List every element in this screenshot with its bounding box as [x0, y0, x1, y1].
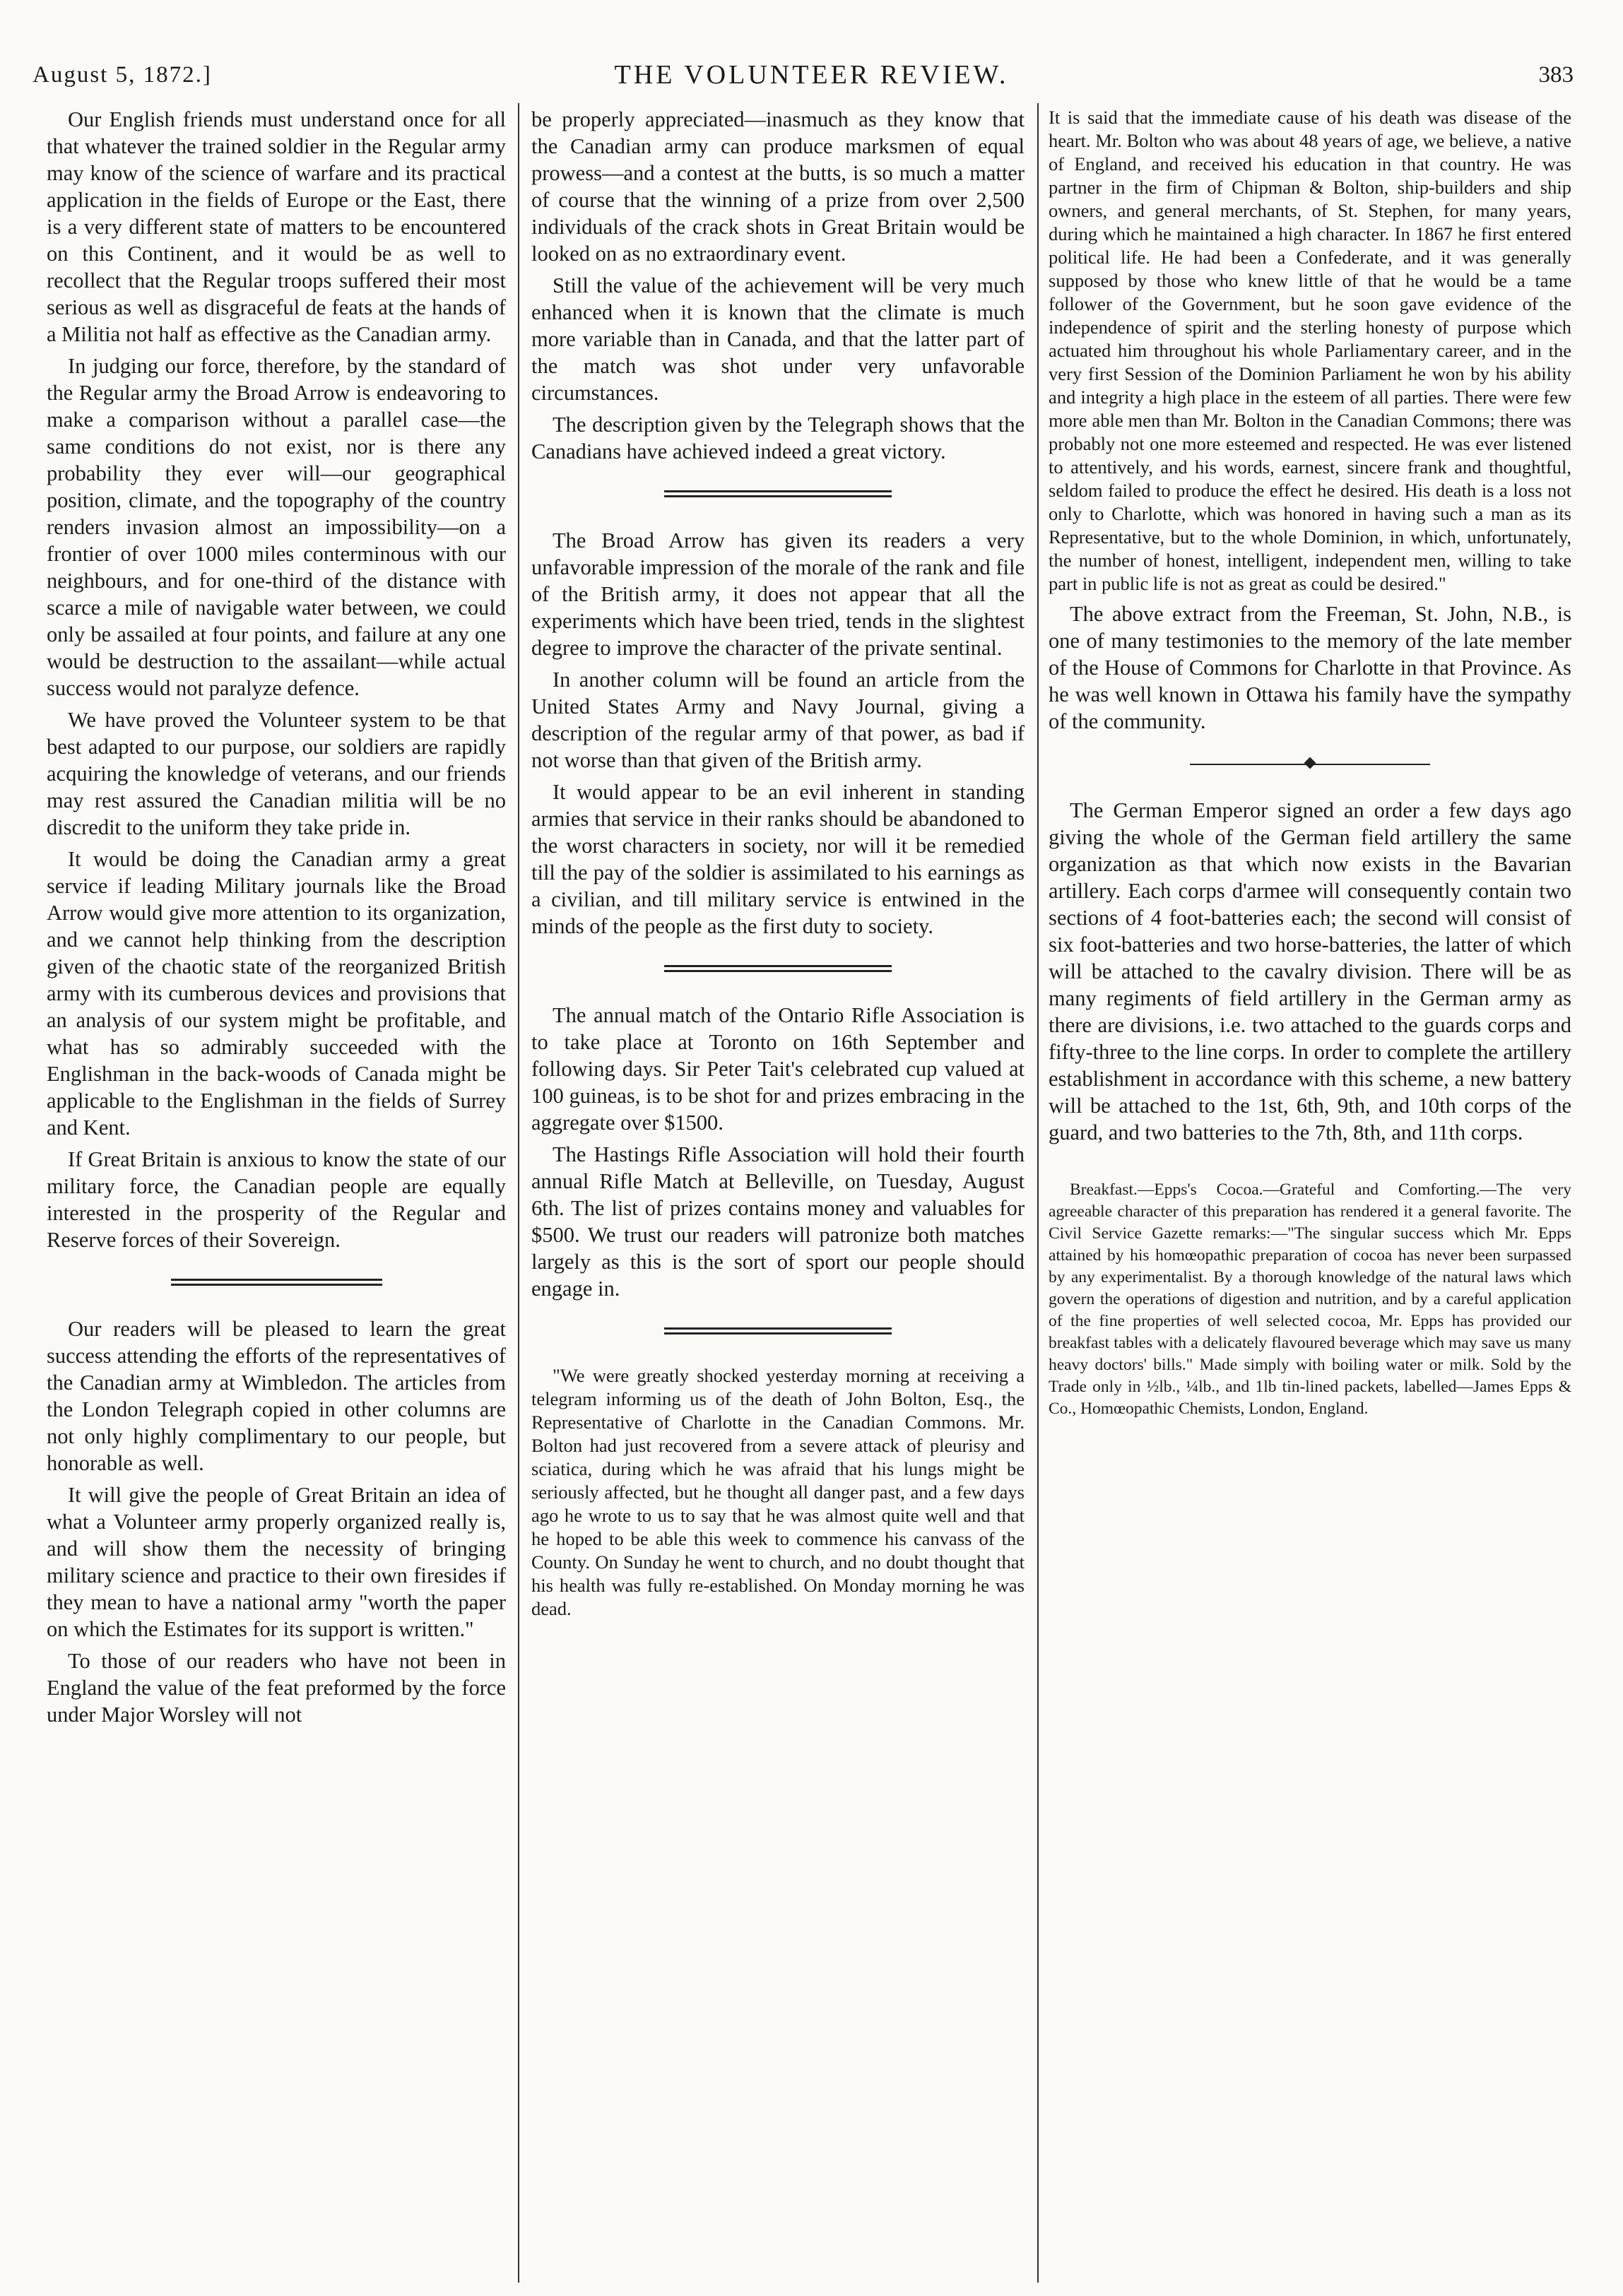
column-3	[1049, 106, 1571, 2282]
paragraph: The description given by the Telegraph shows that the Canadians have achieved indeed a great victory.	[531, 413, 1025, 463]
paragraph: The German Emperor signed an order a few days ago giving the whole of the German field artillery the same organization as that which now exists in the Bavarian artillery. Each corps d'armee will consequently contain two sections of 4 foot-batteries each; the second will consist of six foot-batteries and two horse-batteries, the latter of which will be attached to the cavalry division. There will be as many regiments of field artillery in the German army as there are divisions, i.e. two attached to the guards corps and fifty-three to the line corps. In order to complete the artillery establishment in accordance with this scheme, a new battery will be attached to the 1st, 6th, 9th, and 10th corps of the guard, and two batteries to the 7th, 8th, and 11th corps.	[1049, 798, 1571, 1144]
section-divider	[664, 489, 891, 500]
section-divider	[664, 1326, 891, 1337]
spacer	[1049, 1151, 1571, 1179]
paragraph: The annual match of the Ontario Rifle Association is to take place at Toronto on 16th September and following days. Sir Peter Tait's celebrated cup valued at 100 guineas, is to be shot for and prizes embracing in the aggregate over $1500.	[531, 1003, 1025, 1135]
paragraph: Still the value of the achievement will be very much enhanced when it is known that the climate is much more variable than in Canada, and that the latter part of the match was shot under very unfavorable circumstances.	[531, 273, 1025, 405]
paragraph: In judging our force, therefore, by the standard of the Regular army the Broad Arrow is endeavoring to make a comparison without a parallel case—the same conditions do not exist, nor is there any probability they ever will—our geographical position, climate, and the topography of the country renders invasion almost an impossibility—on a frontier of over 1000 miles conterminous with our neighbours, and for one-third of the distance with scarce a mile of navigable water between, we could only be assailed at four points, and failure at any one would be destruction to the assailant—while actual success would not paralyze defence.	[47, 354, 506, 700]
column-rule-1	[518, 103, 519, 2283]
paragraph: In another column will be found an article from the United States Army and Navy Journal, giving a description of the regular army of that power, as bad if not worse than that given of the British army.	[531, 668, 1025, 772]
paragraph: It is said that the immediate cause of his death was disease of the heart. Mr. Bolton who was about 48 years of age, we believe, a native of England, and received his education in that country. He was partner in the firm of Chipman & Bolton, ship-builders and ship owners, and general merchants, of St. Stephen, for many years, during which he maintained a high character. In 1867 he first entered political life. He had been a Confederate, and it was generally supposed by those who knew little of that he would be a tame follower of the Government, but he soon gave evidence of the independence of spirit and the sterling honesty of purpose which actuated him throughout his whole Parliamentary career, and in the very first Session of the Dominion Parliament he won by his ability and integrity a high place in the esteem of all parties. There were few more able men than Mr. Bolton in the Canadian Commons; there was probably not one more esteemed and respected. He was ever listened to attentively, and his words, earnest, sincere frank and thoughtful, seldom failed to produce the effect he desired. His death is a loss not only to Charlotte, which was honored in having such a man as its Representative, but to the whole Dominion, in which, unfortunately, the number of honest, intelligent, independent men, willing to take part in public life is not as great as could be desired."	[1049, 107, 1571, 594]
section-divider	[1190, 759, 1430, 770]
paragraph: The Hastings Rifle Association will hold their fourth annual Rifle Match at Belleville, on Tuesday, August 6th. The list of prizes contains money and valuables for $500. We trust our readers will patronize both matches largely as this is the sort of sport our people should engage in.	[531, 1142, 1025, 1301]
paragraph: If Great Britain is anxious to know the state of our military force, the Canadian people are equally interested in the prosperity of the Regular and Reserve forces of their Sovereign.	[47, 1147, 506, 1252]
masthead-title: THE VOLUNTEER REVIEW.	[614, 60, 1009, 90]
column-rule-2	[1037, 103, 1039, 2283]
paragraph: To those of our readers who have not been in England the value of the feat preformed by the force under Major Worsley will not	[47, 1649, 506, 1727]
paragraph: It would be doing the Canadian army a great service if leading Military journals like the Broad Arrow would give more attention to its organization, and we cannot help thinking from the description given of the chaotic state of the reorganized British army with its cumberous devices and provisions that an analysis of our system might be profitable, and what has so admirably succeeded with the Englishman in the back-woods of Canada might be applicable to the Englishman in the fields of Surrey and Kent.	[47, 847, 506, 1140]
page-number: 383	[1538, 62, 1574, 88]
issue-date: August 5, 1872.]	[33, 62, 212, 88]
column-1	[47, 106, 506, 2282]
paragraph: It will give the people of Great Britain an idea of what a Volunteer army properly organized really is, and will show them the necessity of bringing military science and practice to their own firesides if they mean to have a national army "worth the paper on which the Estimates for its support is written."	[47, 1483, 506, 1641]
page-header	[0, 0, 1623, 106]
paragraph: We have proved the Volunteer system to be that best adapted to our purpose, our soldiers are rapidly acquiring the knowledge of veterans, and our friends may rest assured the Canadian militia will be no discredit to the uniform they take pride in.	[47, 708, 506, 839]
paragraph: It would appear to be an evil inherent in standing armies that service in their ranks should be abandoned to the worst characters in society, nor will it be remedied till the pay of the soldier is assimilated to his earnings as a civilian, and till military service is entwined in the minds of the people as the first duty to society.	[531, 780, 1025, 938]
paragraph: be properly appreciated—inasmuch as they know that the Canadian army can produce marksmen of equal prowess—and a contest at the butts, is so much a matter of course that the winning of a prize from over 2,500 individuals of the crack shots in Great Britain would be looked on as no extraordinary event.	[531, 107, 1025, 266]
paragraph: Our English friends must understand once for all that whatever the trained soldier in the Regular army may know of the science of warfare and its practical application in the fields of Europe or the East, there is a very different state of matters to be encountered on this Continent, and it would be as well to recollect that the Regular troops suffered their most serious as well as disgraceful de feats at the hands of a Militia not half as effective as the Canadian army.	[47, 107, 506, 346]
section-divider	[664, 964, 891, 975]
paragraph: The Broad Arrow has given its readers a very unfavorable impression of the morale of the rank and file of the British army, it does not appear that all the experiments which have been tried, tends in the slightest degree to improve the character of the private sentinal.	[531, 528, 1025, 660]
paragraph: Our readers will be pleased to learn the great success attending the efforts of the representatives of the Canadian army at Wimbledon. The articles from the London Telegraph copied in other columns are not only highly complimentary to our people, but honorable as well.	[47, 1317, 506, 1475]
diamond-ornament-icon	[1304, 757, 1316, 769]
paragraph: The above extract from the Freeman, St. John, N.B., is one of many testimonies to the memory of the late member of the House of Commons for Charlotte in that Province. As he was well known in Ottawa his family have the sympathy of the community.	[1049, 602, 1571, 733]
section-divider	[171, 1277, 382, 1289]
advertisement-epps-cocoa: Breakfast.—Epps's Cocoa.—Grateful and Comforting.—The very agreeable character of this preparation has rendered it a general favorite. The Civil Service Gazette remarks:—"The singular success which Mr. Epps attained by his homœopathic preparation of cocoa has never been surpassed by any experimentalist. By a thorough knowledge of the natural laws which govern the operations of digestion and nutrition, and by a careful application of the fine properties of well selected cocoa, Mr. Epps has provided our breakfast tables with a delicately flavoured beverage which may save us many heavy doctors' bills." Made simply with boiling water or milk. Sold by the Trade only in ½lb., ¼lb., and 1lb tin-lined packets, labelled—James Epps & Co., Homœopathic Chemists, London, England.	[1049, 1180, 1571, 1418]
paragraph: "We were greatly shocked yesterday morning at receiving a telegram informing us of the death of John Bolton, Esq., the Representative of Charlotte in the Canadian Commons. Mr. Bolton had just recovered from a severe attack of pleurisy and sciatica, during which he was afraid that his lungs might be seriously affected, but he thought all danger past, and a few days ago he wrote to us to say that he was almost quite well and that he hoped to be able this week to commence his canvass of the County. On Sunday he went to church, and no doubt thought that his health was fully re-established. On Monday morning he was dead.	[531, 1365, 1025, 1619]
column-2	[531, 106, 1025, 2282]
